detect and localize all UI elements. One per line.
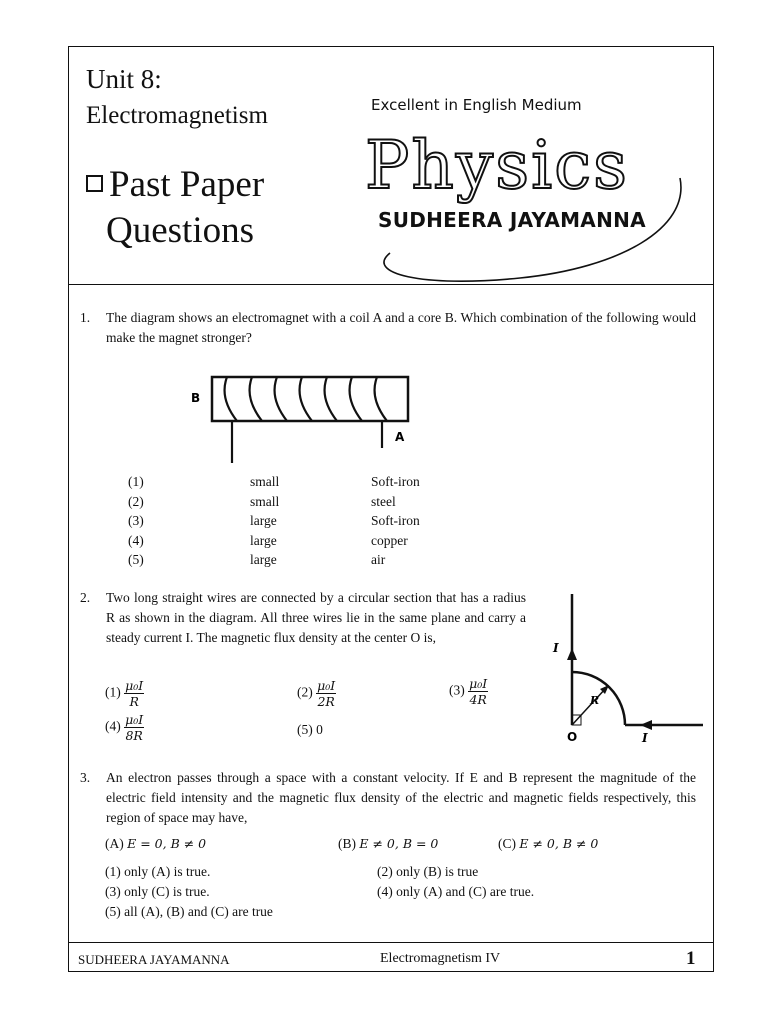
footer-divider: [68, 942, 714, 943]
fraction: $\frac{\text{μ₀I}}{4R}$: [469, 676, 488, 707]
current-label-bottom: I: [642, 731, 648, 745]
checkbox-icon: [86, 175, 103, 192]
question-3: [80, 768, 696, 828]
core-label: B: [191, 391, 201, 405]
brand-author: SUDHEERA JAYAMANNA: [378, 208, 646, 232]
coil-label: A: [395, 430, 405, 444]
fraction: $\frac{\text{μ₀I}}{R}$: [125, 678, 144, 709]
question-number: 1.: [80, 310, 91, 325]
q3-answer-4: (4) only (A) and (C) are true.: [377, 884, 535, 899]
fraction: $\frac{\text{μ₀I}}{8R}$: [125, 712, 144, 743]
arrow-left-icon: [640, 720, 652, 730]
brand-logo-text: Physics: [365, 127, 630, 204]
q2-choice-5: (5) 0: [297, 722, 323, 737]
footer-author: SUDHEERA JAYAMANNA: [78, 952, 230, 967]
unit-number: Unit 8:: [86, 64, 162, 94]
q2-choice-3: (3) $\frac{\text{μ₀I}}{4R}$: [449, 676, 488, 707]
electromagnet-diagram: [185, 368, 425, 470]
physics-logo: [360, 118, 700, 288]
page-number: 1: [686, 948, 696, 969]
question-text: The diagram shows an electromagnet with a coil A and a core B. Which combination of the following would make the magnet stronger?: [106, 310, 696, 345]
radius-label: R: [590, 694, 600, 707]
q3-statement-c: (C) E ≠ 0, B ≠ 0: [498, 836, 599, 851]
q2-choice-1: (1) $\frac{\text{μ₀I}}{R}$: [105, 678, 144, 709]
origin-label: O: [567, 730, 578, 744]
section-title-line2: Questions: [106, 210, 254, 251]
unit-title: Electromagnetism: [86, 102, 268, 129]
section-title-line1: Past Paper: [109, 164, 265, 205]
arrow-up-icon: [567, 648, 577, 660]
question-number: 2.: [80, 590, 91, 605]
question-text: Two long straight wires are connected by a circular section that has a radius R as shown in the diagram. All three wires lie in the same plane and carry a steady current I. The magnetic flux density at the center O is,: [106, 590, 526, 645]
q2-choice-4: (4) $\frac{\text{μ₀I}}{8R}$: [105, 712, 144, 743]
q3-statement-b: (B) E ≠ 0, B = 0: [338, 836, 439, 851]
section-title: [86, 162, 264, 254]
q3-answer-5: (5) all (A), (B) and (C) are true: [105, 904, 273, 919]
question-number: 3.: [80, 770, 91, 785]
question-text: An electron passes through a space with a constant velocity. If E and B represent the magnitude of the electric field intensity and the magnetic flux density of the electric and magnetic fields respectively, this region of space may have,: [106, 770, 696, 825]
fraction: $\frac{\text{μ₀I}}{2R}$: [317, 678, 336, 709]
q2-choice-2: (2) $\frac{\text{μ₀I}}{2R}$: [297, 678, 336, 709]
q3-answer-3: (3) only (C) is true.: [105, 884, 210, 899]
question-1: [80, 308, 696, 348]
circular-wire-diagram: [548, 592, 708, 748]
q3-statement-a: (A) E = 0, B ≠ 0: [105, 836, 207, 851]
q3-answer-2: (2) only (B) is true: [377, 864, 479, 879]
brand-tagline: Excellent in English Medium: [371, 96, 582, 114]
q3-answer-1: (1) only (A) is true.: [105, 864, 211, 879]
current-label-top: I: [553, 641, 559, 655]
footer-topic: Electromagnetism IV: [380, 951, 501, 966]
question-2: [80, 588, 526, 648]
